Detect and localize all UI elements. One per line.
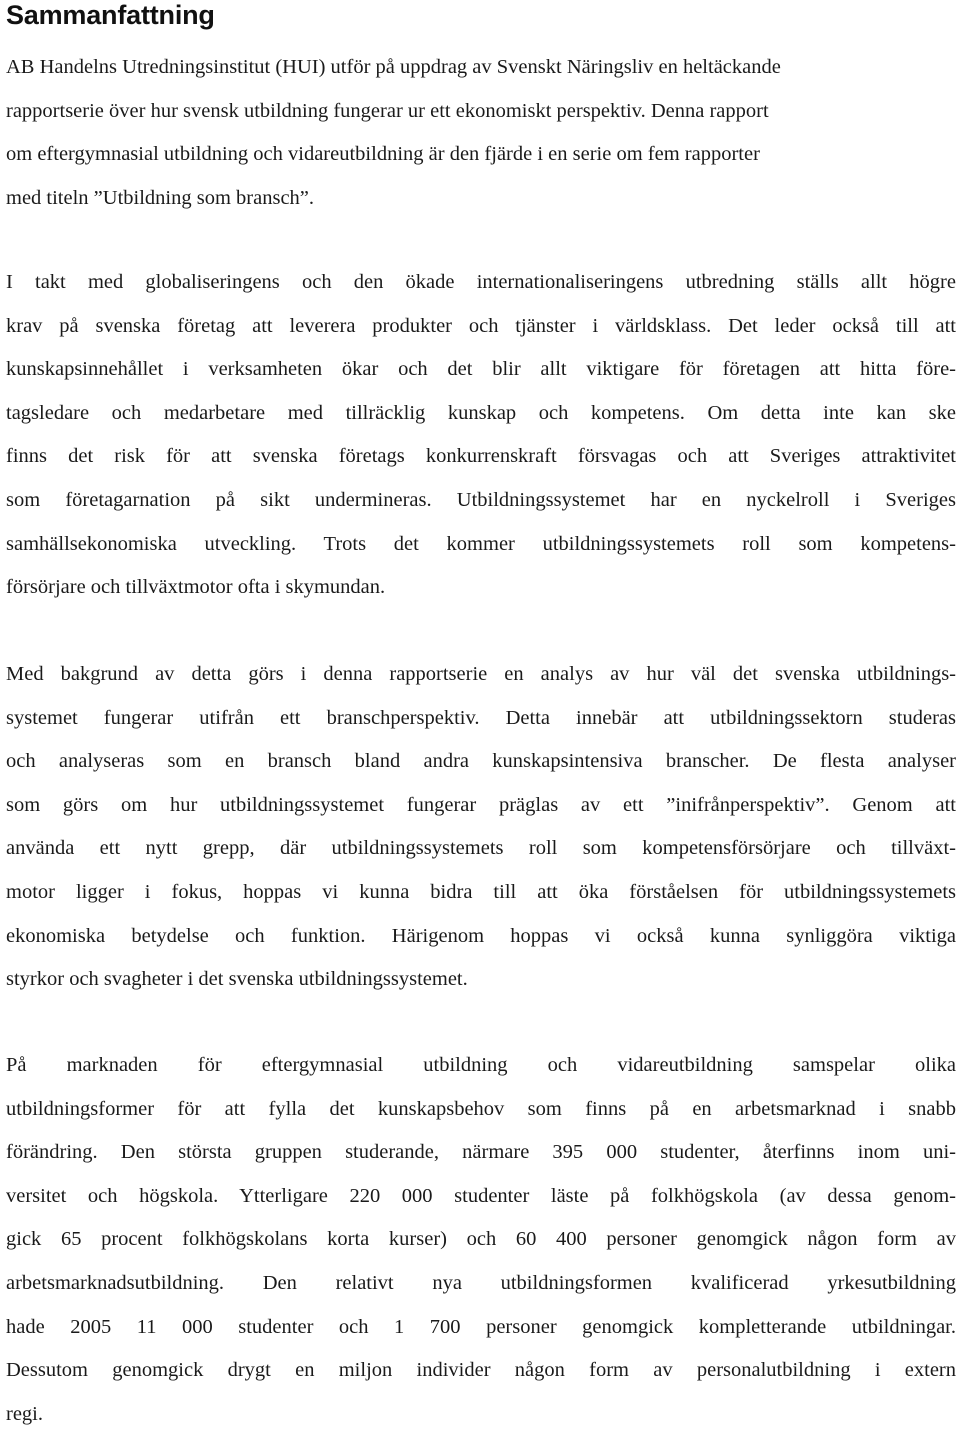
text-line: hade 2005 11 000 studenter och 1 700 personer genomgick kompletterande utbildningar. xyxy=(6,1315,956,1338)
text-line: ekonomiska betydelse och funktion. Härigenom hoppas vi också kunna synliggöra viktiga xyxy=(6,924,956,947)
text-line: kunskapsinnehållet i verksamheten ökar och det blir allt viktigare för företagen att hitta före- xyxy=(6,358,956,381)
text-line: rapportserie över hur svensk utbildning fungerar ur ett ekonomiskt perspektiv. Denna rapport xyxy=(6,99,769,122)
document-page xyxy=(6,0,956,1425)
text-line: tagsledare och medarbetare med tillräcklig kunskap och kompetens. Om detta inte kan ske xyxy=(6,401,956,424)
text-line: gick 65 procent folkhögskolans korta kurser) och 60 400 personer genomgick någon form av xyxy=(6,1228,956,1251)
text-line: förändring. Den största gruppen studerande, närmare 395 000 studenter, återfinns inom uni- xyxy=(6,1141,956,1164)
text-line: I takt med globaliseringens och den ökade internationaliseringens utbredning ställs allt högre xyxy=(6,271,956,293)
text-line: arbetsmarknadsutbildning. Den relativt nya utbildningsformen kvalificerad yrkesutbildning xyxy=(6,1271,956,1294)
text-line: På marknaden för eftergymnasial utbildning och vidareutbildning samspelar olika xyxy=(6,1054,956,1076)
text-line: motor ligger i fokus, hoppas vi kunna bidra till att öka förståelsen för utbildningssystemets xyxy=(6,880,956,903)
text-line: försörjare och tillväxtmotor ofta i skymundan. xyxy=(6,576,386,599)
paragraph-analysis xyxy=(6,653,956,1002)
page-title: Sammanfattning xyxy=(6,0,215,30)
text-line: krav på svenska företag att leverera produkter och tjänster i världsklass. Det leder också till att xyxy=(6,314,956,337)
paragraph-intro xyxy=(6,46,956,220)
text-line: finns det risk för att svenska företags konkurrenskraft försvagas och att Sveriges attraktivitet xyxy=(6,445,956,468)
text-line: och analyseras som en bransch bland andra kunskapsintensiva branscher. De flesta analyser xyxy=(6,750,956,773)
text-line: Med bakgrund av detta görs i denna rapportserie en analys av hur väl det svenska utbildnings- xyxy=(6,663,956,685)
text-line: Dessutom genomgick drygt en miljon individer någon form av personalutbildning i extern xyxy=(6,1359,956,1382)
text-line: AB Handelns Utredningsinstitut (HUI) utför på uppdrag av Svenskt Näringsliv en heltäckande xyxy=(6,56,781,78)
text-line: regi. xyxy=(6,1402,43,1425)
text-line: samhällsekonomiska utveckling. Trots det kommer utbildningssystemets roll som kompetens- xyxy=(6,532,956,555)
paragraph-globalization xyxy=(6,261,956,610)
text-line: om eftergymnasial utbildning och vidareutbildning är den fjärde i en serie om fem rapporter xyxy=(6,143,760,166)
text-line: som företagarnation på sikt undermineras. Utbildningssystemet har en nyckelroll i Sveriges xyxy=(6,488,956,511)
text-line: utbildningsformer för att fylla det kunskapsbehov som finns på en arbetsmarknad i snabb xyxy=(6,1097,956,1120)
paragraph-market xyxy=(6,1044,956,1436)
text-line: använda ett nytt grepp, där utbildningssystemets roll som kompetensförsörjare och tillväxt- xyxy=(6,837,956,860)
text-line: styrkor och svagheter i det svenska utbildningssystemet. xyxy=(6,968,468,991)
text-line: med titeln ”Utbildning som bransch”. xyxy=(6,186,315,209)
text-line: som görs om hur utbildningssystemet fungerar präglas av ett ”inifrånperspektiv”. Genom att xyxy=(6,793,956,816)
text-line: versitet och högskola. Ytterligare 220 000 studenter läste på folkhögskola (av dessa genom- xyxy=(6,1184,956,1207)
text-line: systemet fungerar utifrån ett branschperspektiv. Detta innebär att utbildningssektorn studeras xyxy=(6,706,956,729)
